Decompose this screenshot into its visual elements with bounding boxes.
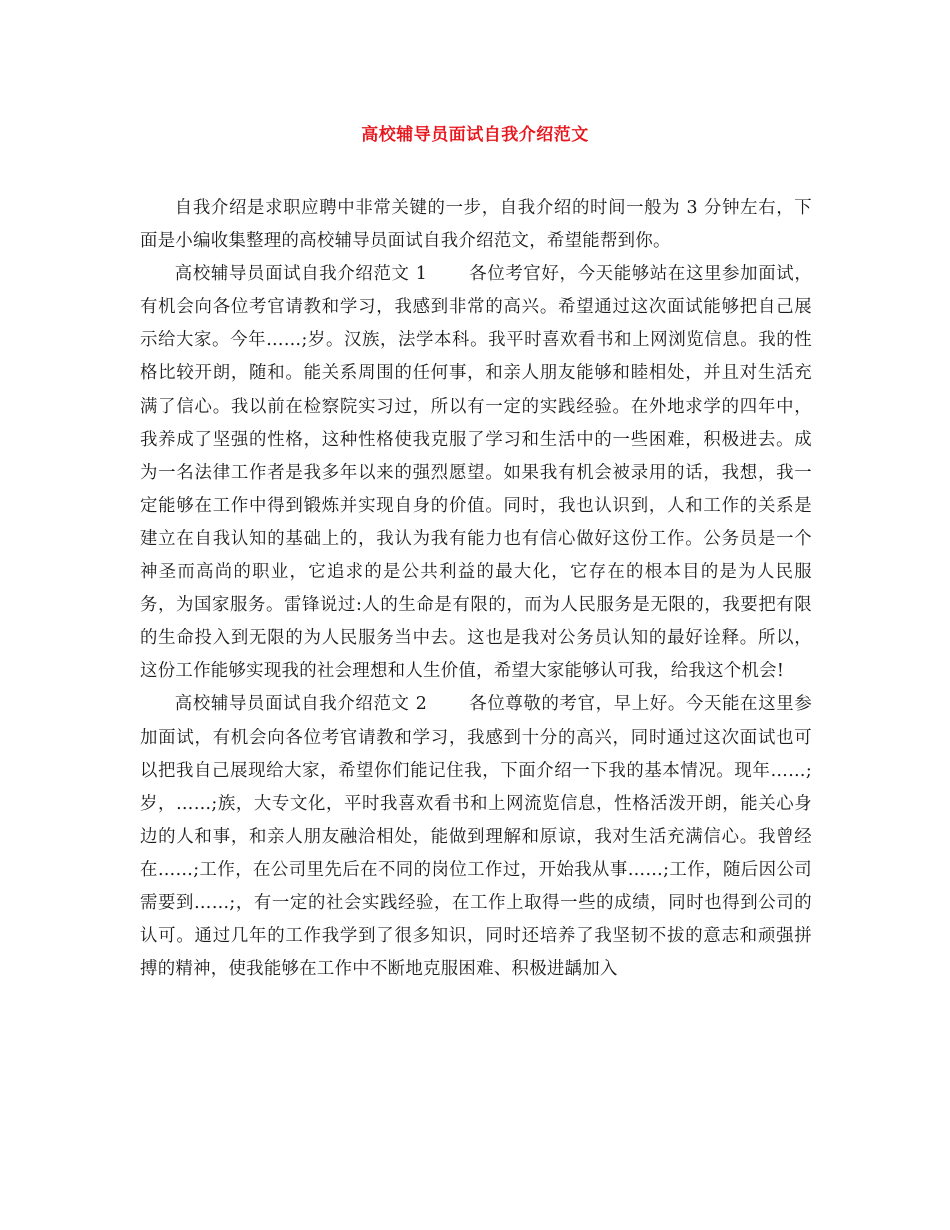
section-2-text: 各位尊敬的考官，早上好。今天能在这里参加面试，有机会向各位考官请教和学习，我感到十分的高兴，同时通过这次面试也可以把我自己展现给大家，希望你们能记住我，下面介绍一下我的基本情况。现年……;岁，……;族，大专文化，平时我喜欢看书和上网流览信息，性格活泼开朗，能关心身边的人和事，和亲人朋友融洽相处，能做到理解和原谅，我对生活充满信心。我曾经在……;工作，在公司里先后在不同的岗位工作过，开始我从事……;工作，随后因公司需要到……;，有一定的社会实践经验，在工作上取得一些的成绩，同时也得到公司的认可。通过几年的工作我学到了很多知识，同时还培养了我坚韧不拔的意志和顽强拼搏的精神，使我能够在工作中不断地克服困难、积极进龋加入 bbox=[140, 694, 813, 980]
section-1-text: 各位考官好，今天能够站在这里参加面试，有机会向各位考官请教和学习，我感到非常的高兴。希望通过这次面试能够把自己展示给大家。今年……;岁。汉族，法学本科。我平时喜欢看书和上网浏览信息。我的性格比较开朗，随和。能关系周围的任何事，和亲人朋友能够和睦相处，并且对生活充满了信心。我以前在检察院实习过，所以有一定的实践经验。在外地求学的四年中，我养成了坚强的性格，这种性格使我克服了学习和生活中的一些困难，积极进去。成为一名法律工作者是我多年以来的强烈愿望。如果我有机会被录用的话，我想，我一定能够在工作中得到锻炼并实现自身的价值。同时，我也认识到，人和工作的关系是建立在自我认知的基础上的，我认为我有能力也有信心做好这份工作。公务员是一个神圣而高尚的职业，它追求的是公共利益的最大化，它存在的根本目的是为人民服务，为国家服务。雷锋说过:人的生命是有限的，而为人民服务是无限的，我要把有限的生命投入到无限的为人民服务当中去。这也是我对公务员认知的最好诠释。所以，这份工作能够实现我的社会理想和人生价值，希望大家能够认可我，给我这个机会! bbox=[140, 264, 813, 682]
section-2-paragraph bbox=[140, 688, 812, 986]
document-body bbox=[140, 192, 812, 986]
document-title: 高校辅导员面试自我介绍范文 bbox=[361, 125, 589, 145]
section-1-paragraph bbox=[140, 258, 812, 688]
section-1-heading: 高校辅导员面试自我介绍范文 1 bbox=[174, 264, 428, 285]
section-2-heading: 高校辅导员面试自我介绍范文 2 bbox=[174, 694, 428, 715]
intro-paragraph: 自我介绍是求职应聘中非常关键的一步，自我介绍的时间一般为 3 分钟左右，下面是小编收集整理的高校辅导员面试自我介绍范文，希望能帮到你。 bbox=[140, 198, 812, 252]
